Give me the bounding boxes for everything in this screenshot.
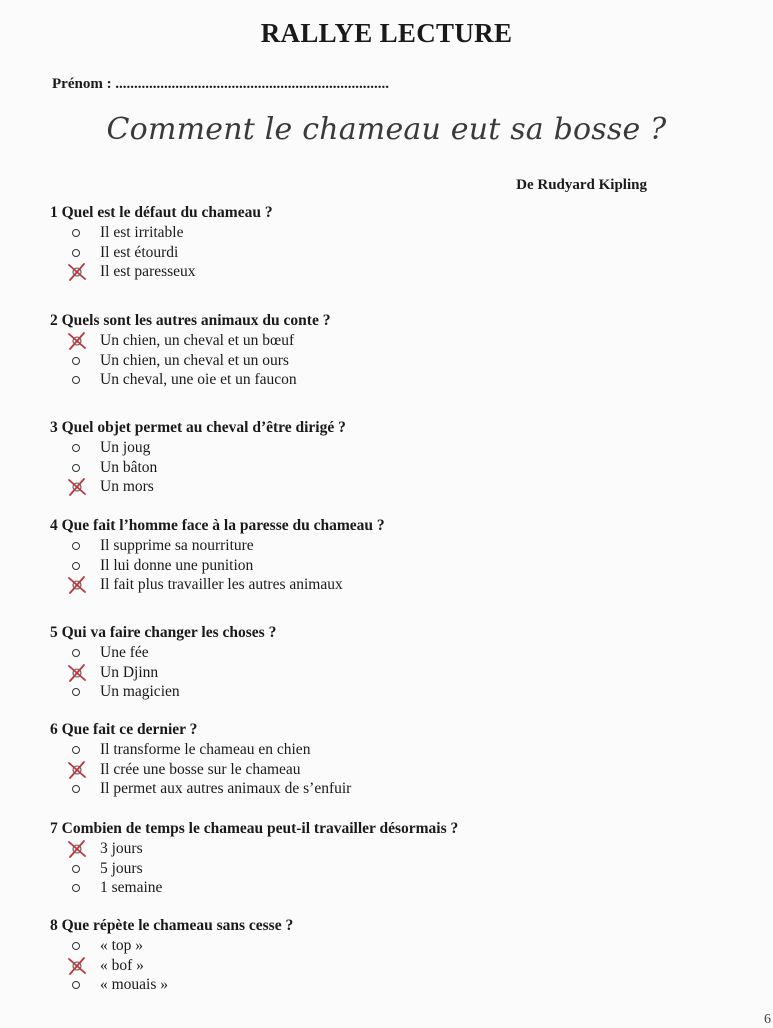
answer-options: [50, 223, 273, 282]
question-2: [50, 311, 330, 390]
answer-option[interactable]: [50, 262, 273, 282]
question-text: 6 Que fait ce dernier ?: [50, 721, 198, 738]
page-mark: 6: [764, 1012, 771, 1027]
question-text: 2 Quels sont les autres animaux du conte ?: [50, 312, 331, 329]
check-mark-icon: [67, 957, 87, 975]
answer-option[interactable]: [50, 477, 346, 497]
answer-label: Il supprime sa nourriture: [100, 537, 254, 554]
answer-option[interactable]: [50, 223, 273, 243]
answer-label: Un chien, un cheval et un ours: [100, 351, 289, 369]
answer-label: Il permet aux autres animaux de s’enfuir: [100, 780, 352, 797]
check-mark-icon: [67, 761, 87, 779]
answer-option[interactable]: [50, 936, 293, 956]
circle-bullet-icon: [72, 942, 80, 950]
answer-label: « bof »: [100, 956, 144, 974]
answer-options: [50, 536, 385, 595]
answer-label: Un joug: [100, 439, 151, 456]
answer-option[interactable]: [50, 243, 273, 263]
answer-options: [50, 839, 458, 898]
answer-label: « top »: [100, 937, 144, 954]
question-4: [50, 516, 385, 595]
answer-label: 5 jours: [100, 859, 143, 877]
check-mark-icon: [67, 664, 87, 682]
answer-option[interactable]: [50, 438, 346, 458]
answer-label: Il transforme le chameau en chien: [100, 741, 311, 758]
answer-option[interactable]: [50, 458, 346, 478]
answer-label: 1 semaine: [100, 879, 163, 896]
circle-bullet-icon: [72, 464, 80, 472]
circle-bullet-icon: [72, 229, 80, 237]
answer-option[interactable]: [50, 740, 351, 760]
question-1: [50, 203, 273, 282]
answer-option[interactable]: [50, 556, 385, 576]
answer-label: Il est étourdi: [100, 243, 179, 261]
question-7: [50, 819, 458, 898]
answer-label: Il lui donne une punition: [100, 556, 254, 574]
answer-label: Un Djinn: [100, 663, 159, 681]
answer-label: Il fait plus travailler les autres animaux: [100, 576, 343, 593]
answer-option[interactable]: [50, 975, 293, 995]
circle-bullet-icon: [72, 981, 80, 989]
answer-label: Un cheval, une oie et un faucon: [100, 371, 297, 388]
answer-label: Il est paresseux: [100, 263, 196, 280]
circle-bullet-icon: [72, 542, 80, 550]
answer-label: Il est irritable: [100, 224, 184, 241]
check-mark-icon: [67, 840, 87, 858]
circle-bullet-icon: [72, 649, 80, 657]
question-text: 1 Quel est le défaut du chameau ?: [50, 204, 273, 221]
name-field-label: Prénom : .........................................................................: [52, 76, 390, 92]
answer-option[interactable]: [50, 351, 330, 371]
question-text: 3 Quel objet permet au cheval d’être dirigé ?: [50, 419, 346, 436]
question-text: 5 Qui va faire changer les choses ?: [50, 624, 277, 641]
answer-option[interactable]: [50, 575, 385, 595]
answer-option[interactable]: [50, 643, 276, 663]
question-6: [50, 720, 351, 799]
circle-bullet-icon: [72, 357, 80, 365]
question-text: 4 Que fait l’homme face à la paresse du chameau ?: [50, 517, 385, 534]
check-mark-icon: [67, 263, 87, 281]
answer-options: [50, 438, 346, 497]
check-mark-icon: [67, 332, 87, 350]
answer-option[interactable]: [50, 370, 330, 390]
answer-options: [50, 740, 351, 799]
story-title: Comment le chameau eut sa bosse ?: [106, 112, 667, 147]
answer-option[interactable]: [50, 760, 351, 780]
question-text: 8 Que répète le chameau sans cesse ?: [50, 917, 294, 934]
check-mark-icon: [67, 478, 87, 496]
answer-label: Il crée une bosse sur le chameau: [100, 760, 301, 778]
circle-bullet-icon: [72, 746, 80, 754]
answer-option[interactable]: [50, 536, 385, 556]
answer-label: Un mors: [100, 478, 154, 495]
question-5: [50, 623, 276, 702]
answer-label: Un chien, un cheval et un bœuf: [100, 332, 295, 349]
circle-bullet-icon: [72, 884, 80, 892]
answer-label: Un bâton: [100, 458, 158, 476]
answer-label: Un magicien: [100, 683, 180, 700]
answer-option[interactable]: [50, 779, 351, 799]
author-line: De Rudyard Kipling: [516, 177, 647, 193]
answer-option[interactable]: [50, 663, 276, 683]
answer-option[interactable]: [50, 682, 276, 702]
page-title: RALLYE LECTURE: [260, 18, 513, 48]
question-8: [50, 916, 293, 995]
circle-bullet-icon: [72, 444, 80, 452]
check-mark-icon: [67, 576, 87, 594]
answer-option[interactable]: [50, 331, 330, 351]
answer-option[interactable]: [50, 956, 293, 976]
answer-options: [50, 331, 330, 390]
question-text: 7 Combien de temps le chameau peut-il travailler désormais ?: [50, 820, 459, 837]
circle-bullet-icon: [72, 562, 80, 570]
answer-label: « mouais »: [100, 976, 169, 993]
circle-bullet-icon: [72, 376, 80, 384]
question-3: [50, 418, 346, 497]
circle-bullet-icon: [72, 249, 80, 257]
answer-option[interactable]: [50, 839, 458, 859]
circle-bullet-icon: [72, 865, 80, 873]
answer-label: 3 jours: [100, 840, 143, 857]
circle-bullet-icon: [72, 785, 80, 793]
answer-option[interactable]: [50, 878, 458, 898]
answer-options: [50, 643, 276, 702]
answer-option[interactable]: [50, 859, 458, 879]
answer-options: [50, 936, 293, 995]
circle-bullet-icon: [72, 688, 80, 696]
answer-label: Une fée: [100, 644, 149, 661]
